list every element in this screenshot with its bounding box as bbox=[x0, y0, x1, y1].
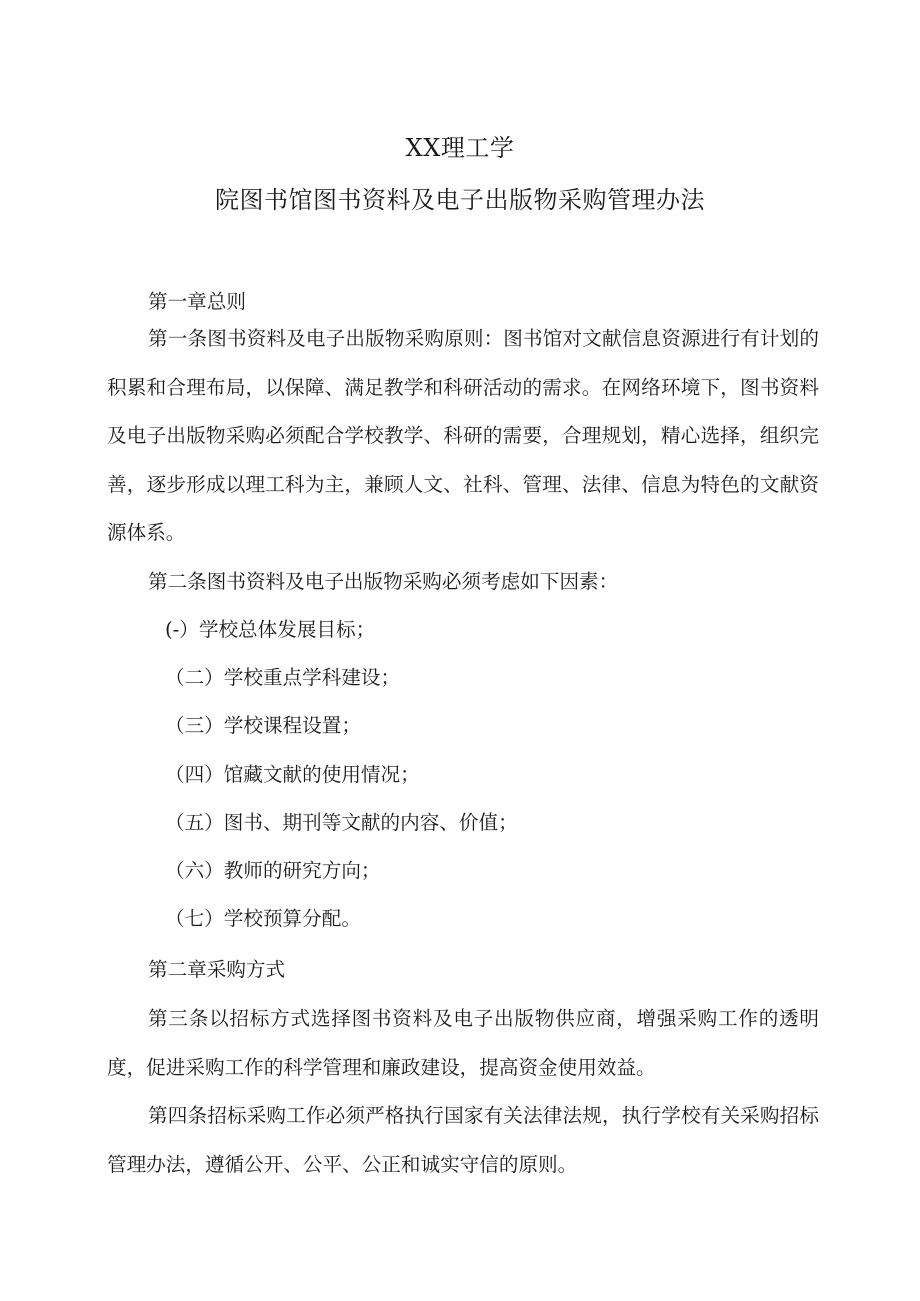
chapter-heading-1: 第一章总则 bbox=[148, 290, 246, 313]
list-item: （六）教师的研究方向； bbox=[165, 859, 381, 882]
article-4-paragraph: 第四条招标采购工作必须严格执行国家有关法律法规，执行学校有关采购招标管理办法，遵循公开、公平、公正和诚实守信的原则。 bbox=[107, 1104, 819, 1176]
list-item: （四）馆藏文献的使用情况； bbox=[165, 763, 420, 786]
article-3-paragraph: 第三条以招标方式选择图书资料及电子出版物供应商，增强采购工作的透明度，促进采购工作的科学管理和廉政建设，提高资金使用效益。 bbox=[107, 1007, 819, 1079]
list-item: （二）学校重点学科建设； bbox=[165, 666, 401, 689]
article-1-paragraph: 第一条图书资料及电子出版物采购原则：图书馆对文献信息资源进行有计划的积累和合理布局，以保障、满足教学和科研活动的需求。在网络环境下，图书资料及电子出版物采购必须配合学校教学、科研的需要，合理规划，精心选择，组织完善，逐步形成以理工科为主，兼顾人文、社科、管理、法律、信息为特色的文献资源体系。 bbox=[107, 327, 819, 544]
chapter-heading-2: 第二章采购方式 bbox=[148, 958, 286, 981]
list-item: （三）学校课程设置； bbox=[165, 714, 361, 737]
list-item: （五）图书、期刊等文献的内容、价值； bbox=[165, 811, 518, 834]
article-2-paragraph: 第二条图书资料及电子出版物采购必须考虑如下因素： bbox=[148, 570, 619, 593]
list-item: （七）学校预算分配。 bbox=[165, 907, 361, 930]
document-title-line-1: XX理工学 bbox=[405, 134, 515, 162]
list-item: (-）学校总体发展目标； bbox=[165, 618, 376, 641]
document-title-line-2: 院图书馆图书资料及电子出版物采购管理办法 bbox=[215, 186, 705, 214]
